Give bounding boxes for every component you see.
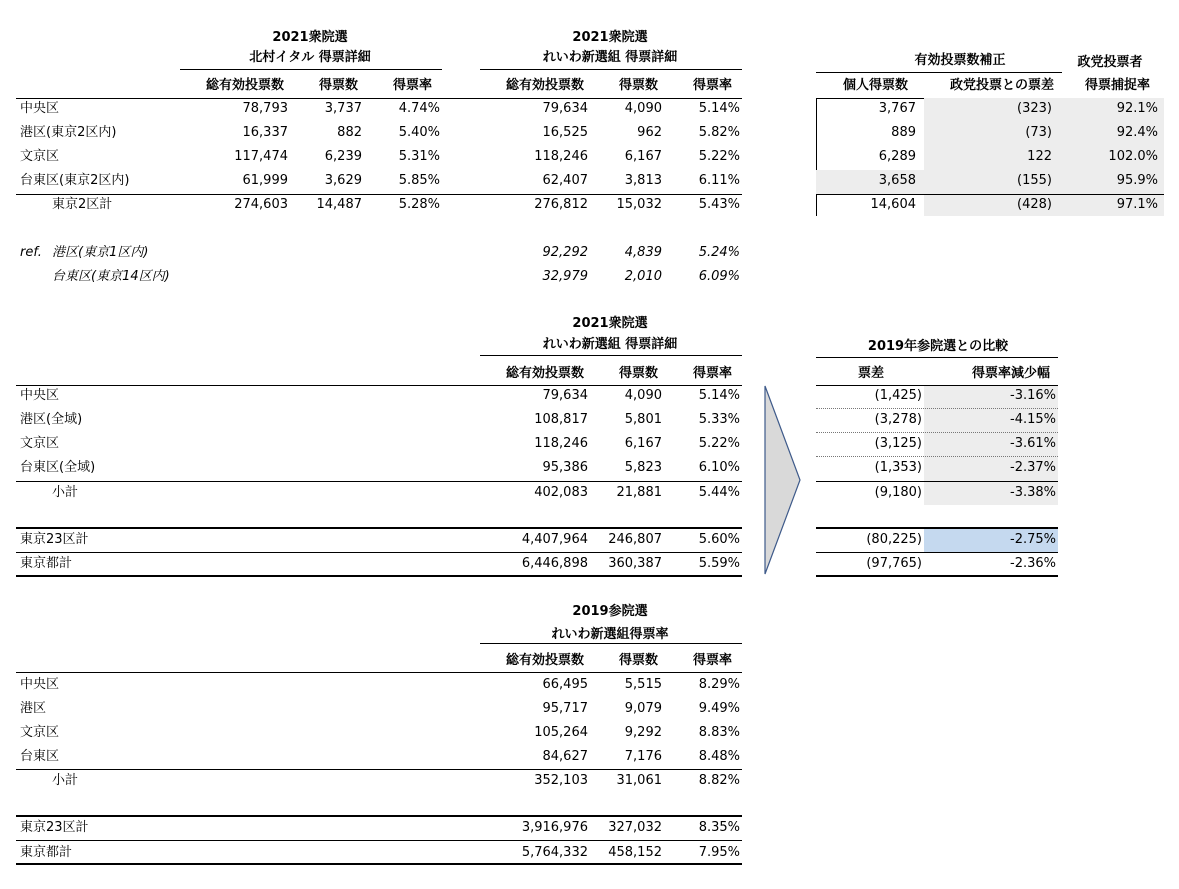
cell: 6,239 <box>324 149 362 164</box>
reiwa-title-underline <box>480 69 742 70</box>
bottom-subtotal-line <box>16 769 742 770</box>
cell: 118,246 <box>534 436 588 451</box>
cell: 6,167 <box>624 436 662 451</box>
cell: 3,767 <box>878 101 916 116</box>
cell: 32,979 <box>542 269 588 284</box>
cell: -3.16% <box>1010 388 1056 403</box>
cell: 4,407,964 <box>521 532 588 547</box>
cell: 108,817 <box>534 412 588 427</box>
arrow-right-icon <box>762 384 804 576</box>
compare-subtotal-line <box>816 481 1058 482</box>
reiwa-header-votes: 得票数 <box>618 78 658 93</box>
row-label: 中央区 <box>20 388 60 403</box>
cell: 6.10% <box>698 460 740 475</box>
compare-header-diff: 票差 <box>857 366 884 381</box>
cell: 122 <box>1027 149 1052 164</box>
cell: 79,634 <box>542 388 588 403</box>
row-label: 文京区 <box>20 149 60 164</box>
bottom-header-total: 総有効投票数 <box>505 653 584 668</box>
cell: 92,292 <box>542 245 588 260</box>
cell: -2.37% <box>1010 460 1056 475</box>
cell: 5.31% <box>398 149 440 164</box>
ref-label: ref. <box>20 245 42 260</box>
cell: 246,807 <box>608 532 662 547</box>
cell: -2.75% <box>1010 532 1056 547</box>
row-label-tokyo: 東京都計 <box>20 845 73 860</box>
cell: 6.09% <box>698 269 740 284</box>
cell: 6,167 <box>624 149 662 164</box>
cell: 95,717 <box>542 701 588 716</box>
top-table-header-line <box>16 98 742 99</box>
cell: 276,812 <box>534 197 588 212</box>
cell: 118,246 <box>534 149 588 164</box>
cell: -4.15% <box>1010 412 1056 427</box>
cell: (1,425) <box>874 388 922 403</box>
correction-subtotal-line <box>816 194 1164 195</box>
cell: 4,090 <box>624 101 662 116</box>
reiwa-title-year: 2021衆院選 <box>572 30 648 45</box>
cell: 84,627 <box>542 749 588 764</box>
cell: -3.38% <box>1010 485 1056 500</box>
cell: 4.74% <box>398 101 440 116</box>
cell: 105,264 <box>534 725 588 740</box>
cell: 5,764,332 <box>521 845 588 860</box>
cell: 8.35% <box>698 820 740 835</box>
cell: 889 <box>891 125 916 140</box>
cell: (97,765) <box>866 556 922 571</box>
middle-title: れいわ新選組 得票詳細 <box>542 337 678 352</box>
row-label-total: 東京2区計 <box>52 197 113 212</box>
party-voter-title: 政党投票者 <box>1077 55 1143 70</box>
reiwa-title: れいわ新選組 得票詳細 <box>542 50 678 65</box>
row-label: 文京区 <box>20 725 60 740</box>
kitamura-header-rate: 得票率 <box>392 78 432 93</box>
cell: 962 <box>637 125 662 140</box>
compare-row-divider <box>816 432 1058 433</box>
cell: 66,495 <box>542 677 588 692</box>
compare-totals-bottom-line <box>816 575 1058 577</box>
cell: 15,032 <box>616 197 662 212</box>
cell: 5.28% <box>398 197 440 212</box>
bottom-header-votes: 得票数 <box>618 653 658 668</box>
cell: 3,658 <box>878 173 916 188</box>
cell: -2.36% <box>1010 556 1056 571</box>
cell: 3,916,976 <box>521 820 588 835</box>
cell: 21,881 <box>616 485 662 500</box>
row-label-subtotal: 小計 <box>52 773 79 788</box>
bottom-header-rate: 得票率 <box>692 653 732 668</box>
cell: 4,090 <box>624 388 662 403</box>
cell: 8.48% <box>698 749 740 764</box>
cell: 6,446,898 <box>521 556 588 571</box>
cell: 5.43% <box>698 197 740 212</box>
cell: 95,386 <box>542 460 588 475</box>
cell: 5.44% <box>698 485 740 500</box>
cell: 360,387 <box>608 556 662 571</box>
bottom-totals-bottom-line <box>16 863 742 865</box>
bottom-title-year: 2019参院選 <box>572 604 648 619</box>
cell: (9,180) <box>874 485 922 500</box>
correction-header-personal: 個人得票数 <box>842 78 908 93</box>
cell: 3,629 <box>324 173 362 188</box>
cell: 117,474 <box>234 149 288 164</box>
cell: 8.82% <box>698 773 740 788</box>
reiwa-header-rate: 得票率 <box>692 78 732 93</box>
cell: 274,603 <box>234 197 288 212</box>
cell: 5.14% <box>698 101 740 116</box>
compare-header-rate: 得票率減少幅 <box>971 366 1050 381</box>
middle-title-underline <box>480 355 742 356</box>
cell: 5,801 <box>624 412 662 427</box>
cell: 16,337 <box>242 125 288 140</box>
correction-header-capture: 得票捕捉率 <box>1084 78 1150 93</box>
row-label-23ku: 東京23区計 <box>20 820 89 835</box>
cell: 9,292 <box>624 725 662 740</box>
correction-header-diff: 政党投票との票差 <box>949 78 1054 93</box>
cell: 95.9% <box>1116 173 1158 188</box>
cell: (155) <box>1017 173 1052 188</box>
cell: 352,103 <box>534 773 588 788</box>
top-subtotal-line <box>16 194 742 195</box>
row-label-subtotal: 小計 <box>52 485 79 500</box>
bottom-title: れいわ新選組得票率 <box>551 627 669 642</box>
cell: 78,793 <box>242 101 288 116</box>
cell: (80,225) <box>866 532 922 547</box>
cell: 102.0% <box>1108 149 1158 164</box>
cell: 97.1% <box>1116 197 1158 212</box>
cell: 14,604 <box>870 197 916 212</box>
row-label: 文京区 <box>20 436 60 451</box>
row-label: 台東区 <box>20 749 60 764</box>
ref-row-name: 台東区(東京14区内) <box>52 269 170 284</box>
kitamura-title: 北村イタル 得票詳細 <box>249 50 371 65</box>
kitamura-title-underline <box>180 69 442 70</box>
middle-header-rate: 得票率 <box>692 366 732 381</box>
bottom-totals-mid-line <box>16 840 742 841</box>
cell: 458,152 <box>608 845 662 860</box>
row-label-tokyo: 東京都計 <box>20 556 73 571</box>
cell: (323) <box>1017 101 1052 116</box>
cell: 5.14% <box>698 388 740 403</box>
cell: (3,278) <box>874 412 922 427</box>
cell: 882 <box>337 125 362 140</box>
row-label: 台東区(東京2区内) <box>20 173 130 188</box>
cell: 79,634 <box>542 101 588 116</box>
middle-subtotal-line <box>16 481 742 482</box>
cell: 5.82% <box>698 125 740 140</box>
compare-title: 2019年参院選との比較 <box>867 339 1009 354</box>
cell: 31,061 <box>616 773 662 788</box>
bottom-totals-top-line <box>16 815 742 817</box>
cell: 5.85% <box>398 173 440 188</box>
middle-header-total: 総有効投票数 <box>505 366 584 381</box>
middle-totals-bottom-line <box>16 575 742 577</box>
kitamura-header-total: 総有効投票数 <box>205 78 284 93</box>
cell: 5.40% <box>398 125 440 140</box>
row-label: 中央区 <box>20 677 60 692</box>
cell: 9.49% <box>698 701 740 716</box>
compare-title-underline <box>816 357 1058 358</box>
bottom-header-line <box>16 672 742 673</box>
kitamura-title-year: 2021衆院選 <box>272 30 348 45</box>
cell: 327,032 <box>608 820 662 835</box>
cell: 8.29% <box>698 677 740 692</box>
cell: 5,515 <box>624 677 662 692</box>
row-label-23ku: 東京23区計 <box>20 532 89 547</box>
cell: 92.4% <box>1116 125 1158 140</box>
cell: 6,289 <box>878 149 916 164</box>
cell: 5.33% <box>698 412 740 427</box>
cell: 5.24% <box>698 245 740 260</box>
row-label: 港区(全域) <box>20 412 83 427</box>
cell: 92.1% <box>1116 101 1158 116</box>
cell: 62,407 <box>542 173 588 188</box>
cell: 5.22% <box>698 436 740 451</box>
cell: (3,125) <box>874 436 922 451</box>
reiwa-header-total: 総有効投票数 <box>505 78 584 93</box>
row-label: 中央区 <box>20 101 60 116</box>
middle-totals-top-line <box>16 527 742 529</box>
cell: 8.83% <box>698 725 740 740</box>
cell: 5.22% <box>698 149 740 164</box>
cell: (1,353) <box>874 460 922 475</box>
correction-title: 有効投票数補正 <box>914 53 1006 68</box>
compare-row-divider <box>816 456 1058 457</box>
kitamura-header-votes: 得票数 <box>318 78 358 93</box>
cell: 4,839 <box>624 245 662 260</box>
cell: 3,813 <box>624 173 662 188</box>
middle-header-line <box>16 385 742 386</box>
correction-left-border <box>816 98 817 216</box>
compare-totals-mid-line <box>816 552 1058 553</box>
middle-totals-mid-line <box>16 552 742 553</box>
middle-header-votes: 得票数 <box>618 366 658 381</box>
row-label: 台東区(全域) <box>20 460 96 475</box>
ref-row-name: 港区(東京1区内) <box>52 245 149 260</box>
compare-row-divider <box>816 408 1058 409</box>
cell: 9,079 <box>624 701 662 716</box>
middle-title-year: 2021衆院選 <box>572 316 648 331</box>
cell: 61,999 <box>242 173 288 188</box>
cell: (73) <box>1025 125 1052 140</box>
cell: 3,737 <box>324 101 362 116</box>
cell: 5,823 <box>624 460 662 475</box>
cell: 2,010 <box>624 269 662 284</box>
row-label: 港区 <box>20 701 47 716</box>
bottom-title-underline <box>480 643 742 644</box>
cell: 5.60% <box>698 532 740 547</box>
cell: 6.11% <box>698 173 740 188</box>
cell: 7.95% <box>698 845 740 860</box>
cell: 5.59% <box>698 556 740 571</box>
cell: -3.61% <box>1010 436 1056 451</box>
row-label: 港区(東京2区内) <box>20 125 117 140</box>
cell: 14,487 <box>316 197 362 212</box>
cell: 16,525 <box>542 125 588 140</box>
cell: (428) <box>1017 197 1052 212</box>
correction-title-underline <box>816 72 1062 73</box>
cell: 7,176 <box>624 749 662 764</box>
cell: 402,083 <box>534 485 588 500</box>
